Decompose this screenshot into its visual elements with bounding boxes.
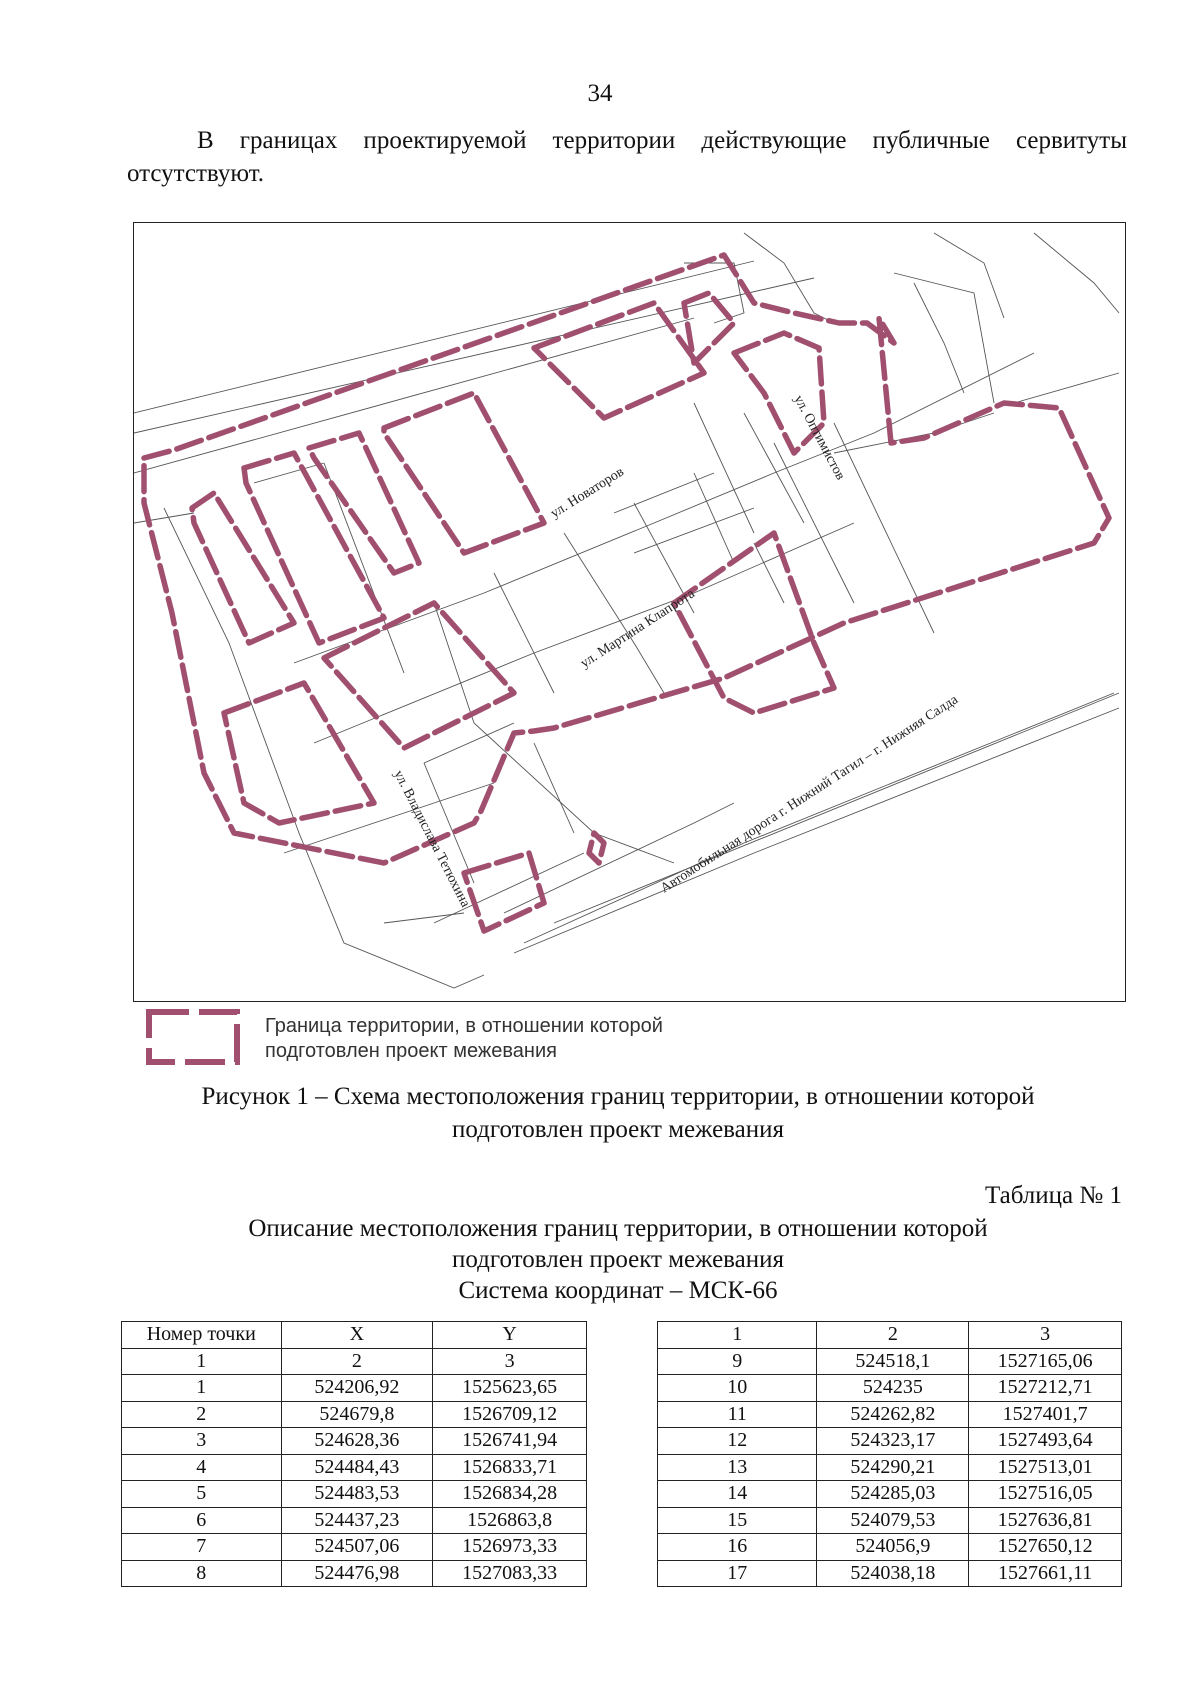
table-cell: 1527165,06 [969, 1348, 1122, 1375]
street-label-klaprota: ул. Мартина Клапрота [578, 586, 698, 672]
coordinates-table-left [121, 1321, 587, 1587]
boundary-map [133, 222, 1126, 1002]
table-row [122, 1507, 587, 1534]
table-cell: 12 [658, 1428, 817, 1455]
table-row [658, 1507, 1122, 1534]
table-cell: 15 [658, 1507, 817, 1534]
table-row [122, 1454, 587, 1481]
table-cell: 524507,06 [281, 1534, 433, 1561]
table-cell: 524518,1 [817, 1348, 969, 1375]
table-cell: 16 [658, 1534, 817, 1561]
legend-swatch [145, 1008, 245, 1068]
caption-line-2: подготовлен проект межевания [451, 1116, 784, 1143]
table-number: Таблица № 1 [984, 1182, 1122, 1209]
table-title-line-3: Система координат – МСК-66 [458, 1277, 778, 1304]
legend-label [265, 1014, 663, 1064]
table-row [658, 1454, 1122, 1481]
table-cell: 524206,92 [281, 1375, 433, 1402]
table-cell: 1527516,05 [969, 1481, 1122, 1508]
table-cell: 1 [122, 1348, 282, 1375]
table-cell: 524056,9 [817, 1534, 969, 1561]
table-cell: 4 [122, 1454, 282, 1481]
table-cell: 1527493,64 [969, 1428, 1122, 1455]
table-cell: 1526863,8 [433, 1507, 587, 1534]
street-label-highway: Автомобильная дорога г. Нижний Тагил – г. Нижняя Салда [658, 692, 961, 897]
table-cell: 1527212,71 [969, 1375, 1122, 1402]
table-row [122, 1375, 587, 1402]
table-cell: 1527661,11 [969, 1560, 1122, 1587]
table-cell: 8 [122, 1560, 282, 1587]
table-cell: 1526741,94 [433, 1428, 587, 1455]
table-cell: 13 [658, 1454, 817, 1481]
street-label-novatorov: ул. Новаторов [548, 464, 627, 522]
coordinates-table-right [657, 1321, 1122, 1587]
street-label-optimistov: ул. Оптимистов [790, 392, 848, 483]
legend-line-2: подготовлен проект межевания [265, 1040, 557, 1062]
table-cell: 3 [122, 1428, 282, 1455]
table-row [122, 1534, 587, 1561]
table-cell: 1527636,81 [969, 1507, 1122, 1534]
intro-paragraph: В границах проектируемой территории действующие публичные сервитуты отсутствуют. [127, 127, 1127, 187]
table-row [658, 1560, 1122, 1587]
table-cell: 1526833,71 [433, 1454, 587, 1481]
table-row [658, 1481, 1122, 1508]
table-cell: 3 [433, 1348, 587, 1375]
table-cell: 1527513,01 [969, 1454, 1122, 1481]
figure-caption [100, 1080, 1136, 1146]
territory-boundary [144, 255, 1109, 931]
table-cell: 7 [122, 1534, 282, 1561]
table-cell: 524285,03 [817, 1481, 969, 1508]
table-cell: 524323,17 [817, 1428, 969, 1455]
header-y: Y [433, 1322, 587, 1349]
header-point-number: Номер точки [122, 1322, 282, 1349]
table-row [658, 1375, 1122, 1402]
table-row [658, 1534, 1122, 1561]
table-cell: 524235 [817, 1375, 969, 1402]
table-cell: 1527083,33 [433, 1560, 587, 1587]
table-cell: 1526973,33 [433, 1534, 587, 1561]
table-row [658, 1428, 1122, 1455]
table-row [658, 1322, 1122, 1349]
table-cell: 524437,23 [281, 1507, 433, 1534]
map-base-lines [134, 233, 1119, 988]
table-cell: 2 [817, 1322, 969, 1349]
table-row [122, 1401, 587, 1428]
table-cell: 524484,43 [281, 1454, 433, 1481]
table-row [122, 1560, 587, 1587]
caption-line-1: Рисунок 1 – Схема местоположения границ территории, в отношении которой [201, 1083, 1035, 1110]
table-cell: 2 [122, 1401, 282, 1428]
table-cell: 524476,98 [281, 1560, 433, 1587]
table-cell: 5 [122, 1481, 282, 1508]
table-cell: 524079,53 [817, 1507, 969, 1534]
table-cell: 1527401,7 [969, 1401, 1122, 1428]
table-row [658, 1348, 1122, 1375]
table-cell: 1 [122, 1375, 282, 1402]
table-cell: 6 [122, 1507, 282, 1534]
map-legend [145, 1008, 845, 1068]
table-cell: 17 [658, 1560, 817, 1587]
table-cell: 14 [658, 1481, 817, 1508]
header-x: X [281, 1322, 433, 1349]
table-row [122, 1348, 587, 1375]
table-cell: 3 [969, 1322, 1122, 1349]
legend-line-1: Граница территории, в отношении которой [265, 1015, 663, 1037]
table-cell: 524038,18 [817, 1560, 969, 1587]
table-cell: 1526709,12 [433, 1401, 587, 1428]
table-title-line-1: Описание местоположения границ территории, в отношении которой [248, 1215, 988, 1242]
table-cell: 1525623,65 [433, 1375, 587, 1402]
table-cell: 1527650,12 [969, 1534, 1122, 1561]
table-cell: 524679,8 [281, 1401, 433, 1428]
table-cell: 9 [658, 1348, 817, 1375]
table-title-line-2: подготовлен проект межевания [451, 1246, 784, 1273]
table-cell: 524290,21 [817, 1454, 969, 1481]
table-header-row [122, 1322, 587, 1349]
table-row [122, 1481, 587, 1508]
table-cell: 2 [281, 1348, 433, 1375]
street-label-tetyukhina: ул. Владислава Тетюхина [390, 768, 473, 910]
table-cell: 524628,36 [281, 1428, 433, 1455]
table-cell: 10 [658, 1375, 817, 1402]
table-row [122, 1428, 587, 1455]
table-cell: 1 [658, 1322, 817, 1349]
table-cell: 524262,82 [817, 1401, 969, 1428]
table-cell: 1526834,28 [433, 1481, 587, 1508]
page-number: 34 [587, 80, 613, 107]
table-title [100, 1213, 1136, 1306]
table-cell: 524483,53 [281, 1481, 433, 1508]
table-cell: 11 [658, 1401, 817, 1428]
table-row [658, 1401, 1122, 1428]
